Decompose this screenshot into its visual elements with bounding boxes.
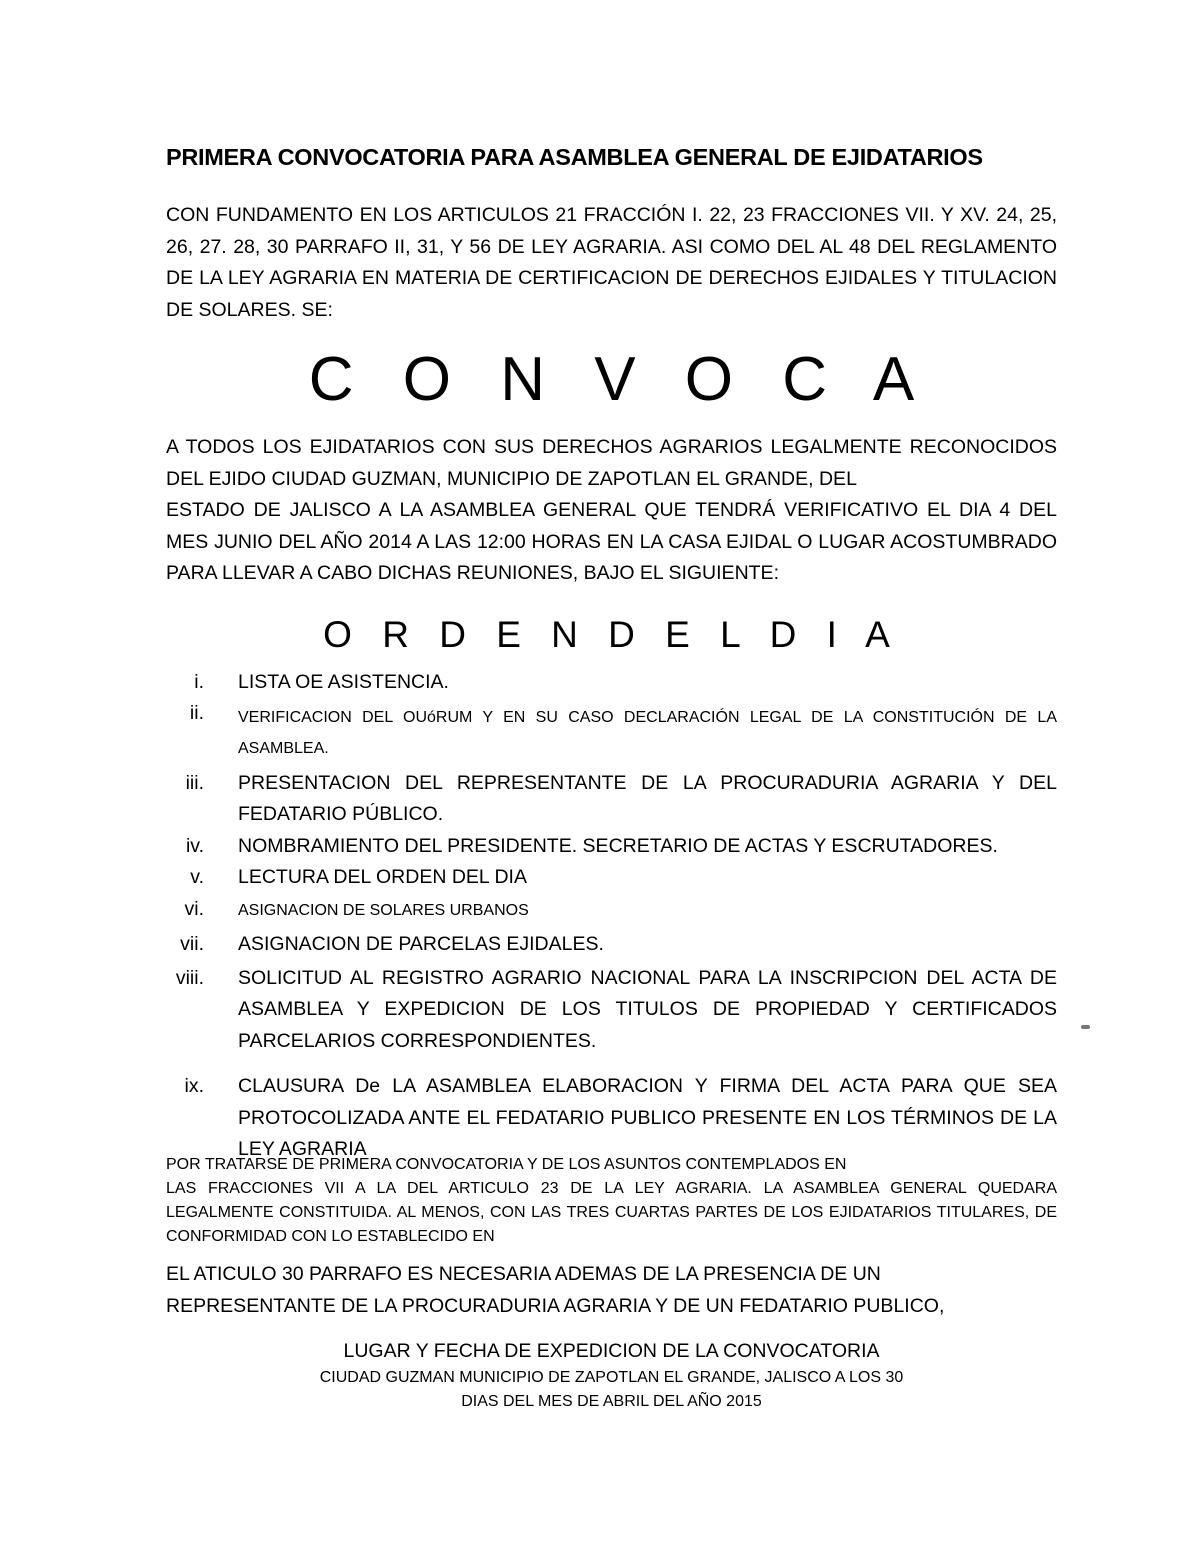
agenda-item: [166, 701, 1057, 764]
quorum-paragraph: [166, 1153, 1057, 1249]
orden-del-dia-heading: O R D E N D E L D I A: [323, 614, 900, 655]
agenda-item-number: vii.: [180, 933, 204, 955]
agenda-item-text: LECTURA DEL ORDEN DEL DIA: [238, 866, 527, 888]
agenda-item-number: viii.: [175, 966, 204, 989]
convoca-heading: C O N V O C A: [308, 345, 931, 414]
quorum-note: [166, 1258, 1057, 1322]
agenda-item-number: ix.: [184, 1075, 204, 1097]
addressee-paragraph: [166, 432, 1057, 590]
legal-basis-paragraph: CON FUNDAMENTO EN LOS ARTICULOS 21 FRACCIÓN I. 22, 23 FRACCIONES VII. Y XV. 24, 25, 26, 27. 28, 30 PARRAFO II, 31, Y 56 DE LEY AGRARIA. ASI COMO DEL AL 48 DEL REGLAMENTO DE LA LEY AGRARIA EN MATERIA DE CERTIFICACION DE DERECHOS EJIDALES Y TITULACION DE SOLARES. SE:: [166, 204, 1057, 321]
agenda-item: [166, 929, 1057, 961]
agenda-item: [166, 1071, 1057, 1166]
agenda-item: [166, 768, 1057, 831]
addressee-line-2: ESTADO DE JALISCO A LA ASAMBLEA GENERAL QUE TENDRÁ VERIFICATIVO EL DIA 4 DEL MES JUNIO DEL AÑO 2014 A LAS 12:00 HORAS EN LA CASA EJIDAL O LUGAR ACOSTUMBRADO PARA LLEVAR A CABO DICHAS REUNIONES, BAJO EL SIGUIENTE:: [166, 499, 1057, 584]
scan-mark: [1081, 1025, 1090, 1029]
quorum-line-1: POR TRATARSE DE PRIMERA CONVOCATORIA Y DE LOS ASUNTOS CONTEMPLADOS EN: [166, 1156, 847, 1173]
agenda-item: [166, 862, 1057, 894]
quorum-note-line-1: EL ATICULO 30 PARRAFO ES NECESARIA ADEMAS DE LA PRESENCIA DE UN: [166, 1263, 881, 1285]
agenda-item-text: SOLICITUD AL REGISTRO AGRARIO NACIONAL PARA LA INSCRIPCION DEL ACTA DE ASAMBLEA Y EXPEDICION DE LOS TITULOS DE PROPIEDAD Y CERTIFICADOS PARCELARIOS CORRESPONDIENTES.: [238, 966, 1057, 1052]
document-title: PRIMERA CONVOCATORIA PARA ASAMBLEA GENERAL DE EJIDATARIOS: [166, 144, 983, 170]
place-line-1: CIUDAD GUZMAN MUNICIPIO DE ZAPOTLAN EL GRANDE, JALISCO A LOS 30: [319, 1369, 904, 1386]
agenda-item-number: vi.: [184, 897, 204, 920]
agenda-item-number: v.: [190, 866, 204, 888]
agenda-item: [166, 963, 1057, 1058]
agenda-item: [166, 894, 1057, 927]
place-heading: LUGAR Y FECHA DE EXPEDICION DE LA CONVOCATORIA: [343, 1340, 880, 1362]
agenda-item-text: LISTA OE ASISTENCIA.: [238, 671, 449, 693]
agenda-item-text: ASIGNACION DE PARCELAS EJIDALES.: [238, 933, 604, 955]
agenda-item-text: PRESENTACION DEL REPRESENTANTE DE LA PROCURADURIA AGRARIA Y DEL FEDATARIO PÚBLICO.: [238, 771, 1057, 825]
agenda-item-text: CLAUSURA De LA ASAMBLEA ELABORACION Y FIRMA DEL ACTA PARA QUE SEA PROTOCOLIZADA ANTE EL FEDATARIO PUBLICO PRESENTE EN LOS TÉRMINOS DE LA LEY AGRARIA: [238, 1075, 1057, 1160]
agenda-item-text: NOMBRAMIENTO DEL PRESIDENTE. SECRETARIO DE ACTAS Y ESCRUTADORES.: [238, 834, 998, 857]
place-and-date: [166, 1336, 1057, 1414]
agenda-item-number: ii.: [189, 701, 204, 724]
agenda-item-number: i.: [194, 671, 204, 693]
agenda-item-text: ASIGNACION DE SOLARES URBANOS: [238, 901, 529, 919]
agenda-item-number: iii.: [185, 771, 204, 794]
agenda-item-number: iv.: [185, 834, 204, 857]
agenda-list: [166, 667, 1057, 1166]
agenda-item-text: VERIFICACION DEL OUóRUM Y EN SU CASO DECLARACIÓN LEGAL DE LA CONSTITUCIÓN DE LA ASAMBLEA.: [238, 708, 1057, 757]
quorum-line-2: LAS FRACCIONES VII A LA DEL ARTICULO 23 DE LA LEY AGRARIA. LA ASAMBLEA GENERAL QUEDARA LEGALMENTE CONSTITUIDA. AL MENOS, CON LAS TRES CUARTAS PARTES DE LOS EJIDATARIOS TITULARES, DE CONFORMIDAD CON LO ESTABLECIDO EN: [166, 1180, 1057, 1245]
place-line-2: DIAS DEL MES DE ABRIL DEL AÑO 2015: [461, 1393, 762, 1410]
quorum-note-line-2: REPRESENTANTE DE LA PROCURADURIA AGRARIA Y DE UN FEDATARIO PUBLICO,: [166, 1295, 945, 1317]
agenda-item: [166, 831, 1057, 863]
agenda-item: [166, 667, 1057, 699]
addressee-line-1: A TODOS LOS EJIDATARIOS CON SUS DERECHOS AGRARIOS LEGALMENTE RECONOCIDOS DEL EJIDO CIUDAD GUZMAN, MUNICIPIO DE ZAPOTLAN EL GRANDE, DEL: [166, 436, 1057, 490]
